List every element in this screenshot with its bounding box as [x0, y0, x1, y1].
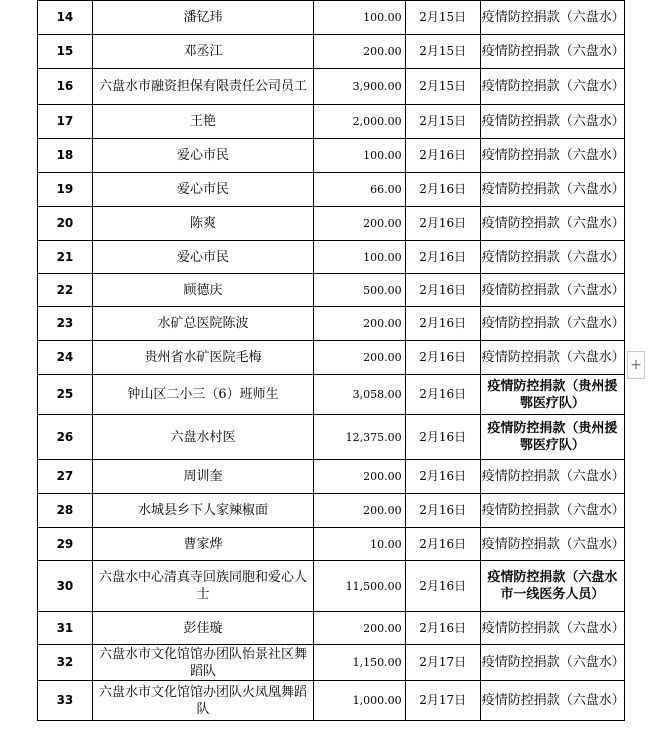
table-row — [38, 341, 625, 375]
donor-name: 邓丞江 — [92, 35, 313, 69]
donor-name: 潘钇玮 — [92, 1, 313, 35]
donation-date: 2月16日 — [405, 460, 480, 494]
donation-amount: 10.00 — [314, 528, 405, 561]
donation-purpose: 疫情防控捐款（六盘水） — [480, 139, 624, 173]
donation-amount: 200.00 — [314, 207, 405, 241]
donation-purpose: 疫情防控捐款（六盘水） — [480, 612, 624, 645]
donation-amount: 200.00 — [314, 35, 405, 69]
donation-date: 2月16日 — [405, 173, 480, 207]
donation-amount: 200.00 — [314, 307, 405, 341]
donor-name: 爱心市民 — [92, 139, 313, 173]
table-row — [38, 460, 625, 494]
row-number: 23 — [38, 307, 93, 341]
table-row — [38, 494, 625, 528]
donation-purpose: 疫情防控捐款（六盘水） — [480, 241, 624, 274]
donation-date: 2月16日 — [405, 341, 480, 375]
donation-amount: 11,500.00 — [314, 561, 405, 612]
donation-amount: 2,000.00 — [314, 105, 405, 139]
table-row — [38, 612, 625, 645]
donor-name: 钟山区二小三（6）班师生 — [92, 375, 313, 415]
donation-date: 2月15日 — [405, 35, 480, 69]
donation-date: 2月16日 — [405, 415, 480, 460]
donor-name: 彭佳璇 — [92, 612, 313, 645]
donor-name: 周训奎 — [92, 460, 313, 494]
table-row — [38, 681, 625, 721]
donor-name: 贵州省水矿医院毛梅 — [92, 341, 313, 375]
table-row — [38, 139, 625, 173]
row-number: 19 — [38, 173, 93, 207]
donor-name: 六盘水市融资担保有限责任公司员工 — [92, 69, 313, 105]
row-number: 26 — [38, 415, 93, 460]
donation-purpose: 疫情防控捐款（六盘水） — [480, 105, 624, 139]
donation-amount: 100.00 — [314, 139, 405, 173]
donor-name: 爱心市民 — [92, 241, 313, 274]
donation-purpose: 疫情防控捐款（贵州援鄂医疗队） — [480, 415, 624, 460]
donor-name: 陈爽 — [92, 207, 313, 241]
donation-purpose: 疫情防控捐款（六盘水） — [480, 1, 624, 35]
donation-date: 2月16日 — [405, 528, 480, 561]
donation-amount: 200.00 — [314, 460, 405, 494]
donor-name: 六盘水中心清真寺回族同胞和爱心人士 — [92, 561, 313, 612]
table-row — [38, 274, 625, 307]
donor-name: 水矿总医院陈波 — [92, 307, 313, 341]
donation-date: 2月17日 — [405, 681, 480, 721]
row-number: 18 — [38, 139, 93, 173]
row-number: 16 — [38, 69, 93, 105]
table-row — [38, 375, 625, 415]
donation-purpose: 疫情防控捐款（六盘水） — [480, 69, 624, 105]
table-row — [38, 1, 625, 35]
donor-name: 王艳 — [92, 105, 313, 139]
table-row — [38, 561, 625, 612]
donation-date: 2月15日 — [405, 105, 480, 139]
donation-purpose: 疫情防控捐款（贵州援鄂医疗队） — [480, 375, 624, 415]
add-row-button[interactable]: + — [627, 351, 645, 379]
table-row — [38, 307, 625, 341]
donation-date: 2月16日 — [405, 494, 480, 528]
table-row — [38, 35, 625, 69]
donor-name: 爱心市民 — [92, 173, 313, 207]
donation-purpose: 疫情防控捐款（六盘水） — [480, 173, 624, 207]
row-number: 27 — [38, 460, 93, 494]
table-row — [38, 69, 625, 105]
row-number: 32 — [38, 645, 93, 681]
donation-purpose: 疫情防控捐款（六盘水） — [480, 528, 624, 561]
donation-date: 2月15日 — [405, 69, 480, 105]
donation-date: 2月15日 — [405, 1, 480, 35]
donation-date: 2月16日 — [405, 207, 480, 241]
table-row — [38, 173, 625, 207]
donation-amount: 3,058.00 — [314, 375, 405, 415]
row-number: 29 — [38, 528, 93, 561]
donation-amount: 100.00 — [314, 241, 405, 274]
donor-name: 六盘水村医 — [92, 415, 313, 460]
donation-amount: 66.00 — [314, 173, 405, 207]
row-number: 14 — [38, 1, 93, 35]
row-number: 22 — [38, 274, 93, 307]
donation-purpose: 疫情防控捐款（六盘水） — [480, 645, 624, 681]
table-row — [38, 415, 625, 460]
donation-purpose: 疫情防控捐款（六盘水） — [480, 494, 624, 528]
donor-name: 水城县乡下人家辣椒面 — [92, 494, 313, 528]
donor-name: 顾德庆 — [92, 274, 313, 307]
table-row — [38, 645, 625, 681]
row-number: 17 — [38, 105, 93, 139]
donation-table — [37, 0, 625, 721]
donation-date: 2月17日 — [405, 645, 480, 681]
donation-amount: 12,375.00 — [314, 415, 405, 460]
row-number: 33 — [38, 681, 93, 721]
donation-purpose: 疫情防控捐款（六盘水） — [480, 274, 624, 307]
donation-amount: 200.00 — [314, 341, 405, 375]
row-number: 28 — [38, 494, 93, 528]
row-number: 25 — [38, 375, 93, 415]
donation-date: 2月16日 — [405, 561, 480, 612]
donation-purpose: 疫情防控捐款（六盘水市一线医务人员） — [480, 561, 624, 612]
row-number: 20 — [38, 207, 93, 241]
donation-purpose: 疫情防控捐款（六盘水） — [480, 35, 624, 69]
donation-date: 2月16日 — [405, 307, 480, 341]
donor-name: 六盘水市文化馆馆办团队火凤凰舞蹈队 — [92, 681, 313, 721]
donation-amount: 3,900.00 — [314, 69, 405, 105]
donation-amount: 200.00 — [314, 494, 405, 528]
donation-amount: 1,150.00 — [314, 645, 405, 681]
donation-amount: 200.00 — [314, 612, 405, 645]
row-number: 30 — [38, 561, 93, 612]
row-number: 31 — [38, 612, 93, 645]
row-number: 21 — [38, 241, 93, 274]
donation-date: 2月16日 — [405, 241, 480, 274]
donor-name: 六盘水市文化馆馆办团队怡景社区舞蹈队 — [92, 645, 313, 681]
donation-amount: 100.00 — [314, 1, 405, 35]
donation-date: 2月16日 — [405, 274, 480, 307]
table-row — [38, 207, 625, 241]
row-number: 15 — [38, 35, 93, 69]
donation-purpose: 疫情防控捐款（六盘水） — [480, 681, 624, 721]
table-row — [38, 105, 625, 139]
table-row — [38, 528, 625, 561]
donation-table-body — [38, 1, 625, 721]
donation-amount: 1,000.00 — [314, 681, 405, 721]
donation-purpose: 疫情防控捐款（六盘水） — [480, 307, 624, 341]
row-number: 24 — [38, 341, 93, 375]
donation-date: 2月16日 — [405, 375, 480, 415]
donor-name: 曹家烨 — [92, 528, 313, 561]
donation-purpose: 疫情防控捐款（六盘水） — [480, 207, 624, 241]
donation-purpose: 疫情防控捐款（六盘水） — [480, 460, 624, 494]
table-row — [38, 241, 625, 274]
donation-date: 2月16日 — [405, 612, 480, 645]
donation-date: 2月16日 — [405, 139, 480, 173]
donation-amount: 500.00 — [314, 274, 405, 307]
donation-purpose: 疫情防控捐款（六盘水） — [480, 341, 624, 375]
